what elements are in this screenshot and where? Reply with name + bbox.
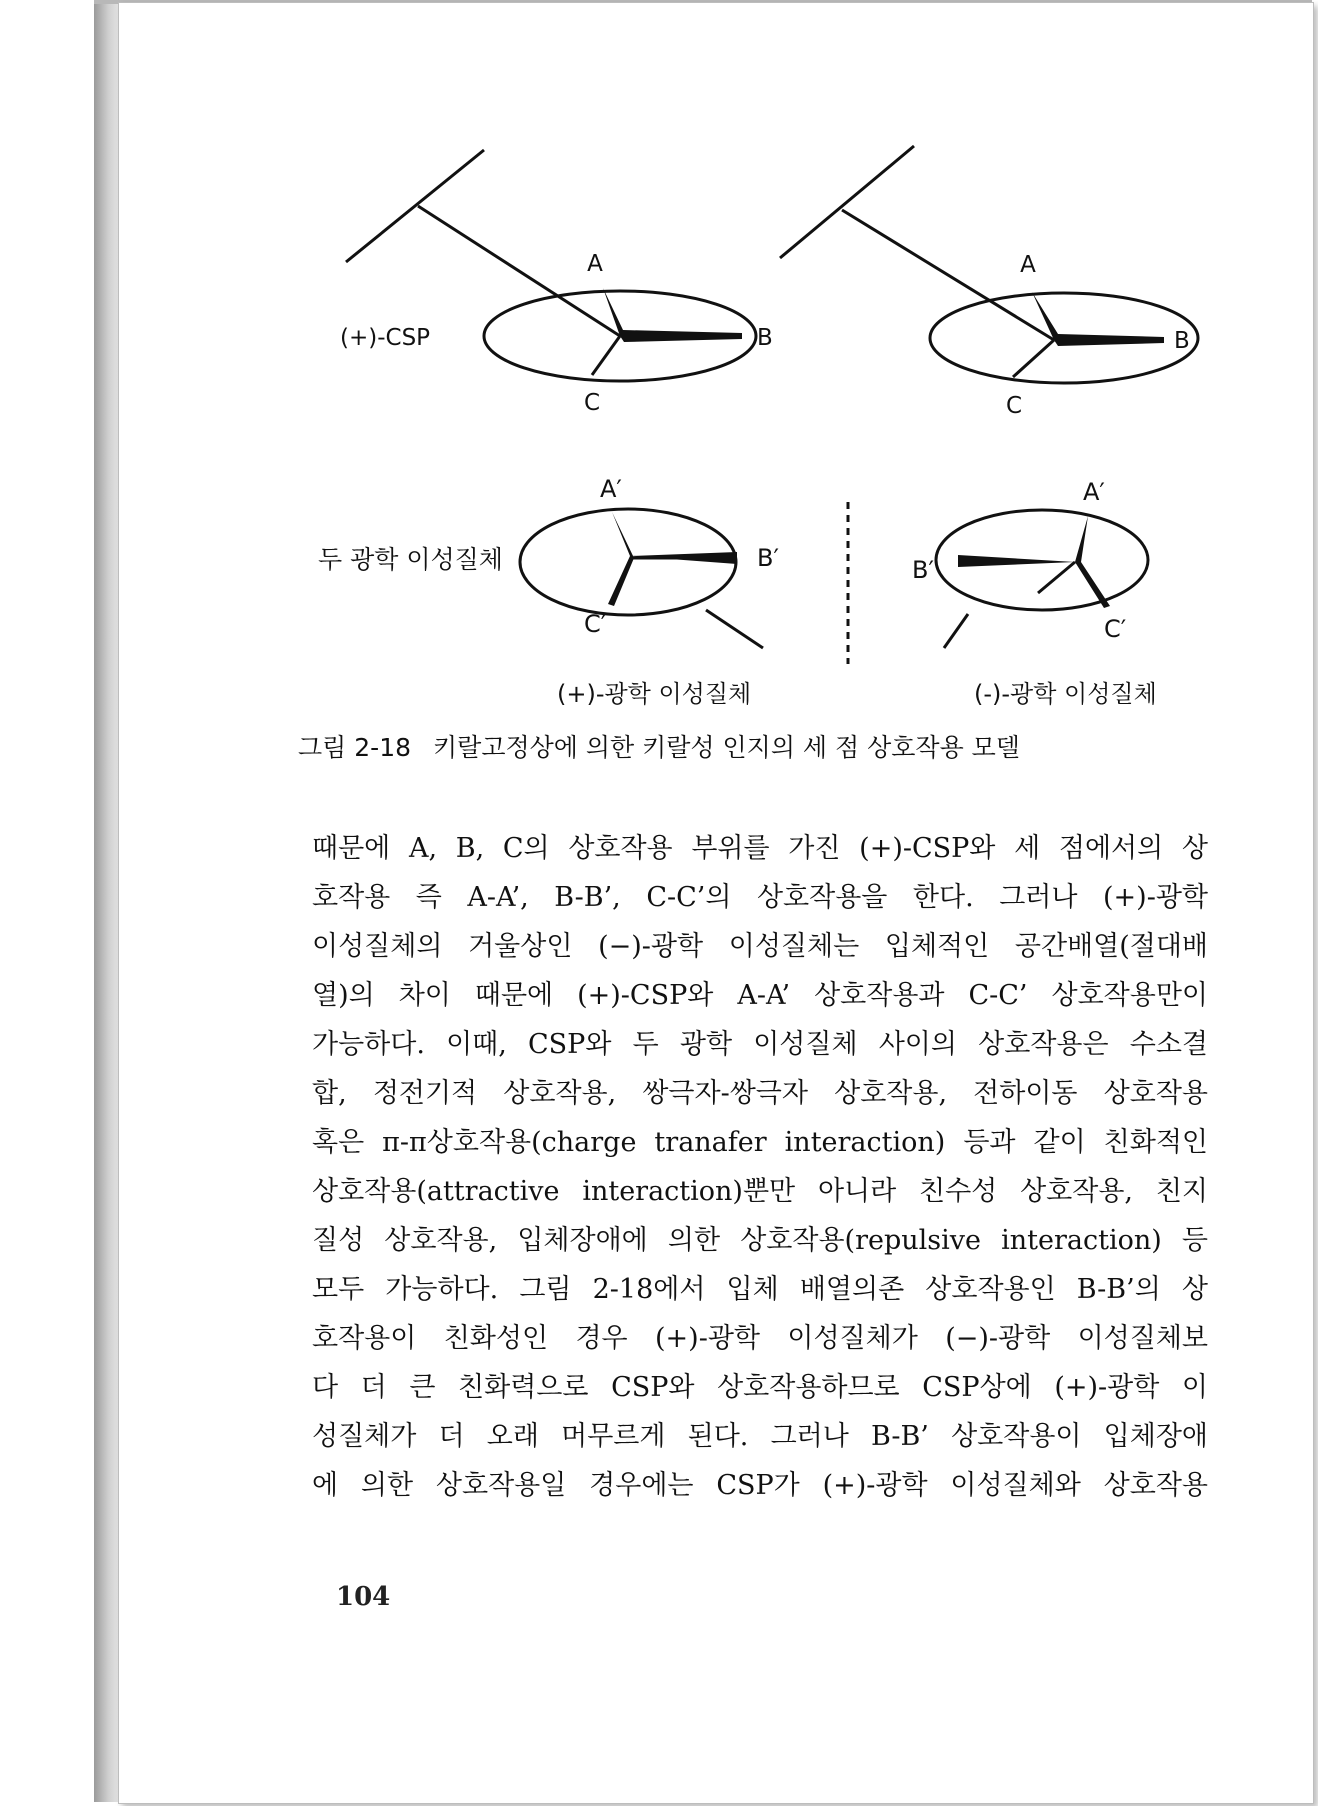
- site-b-label: B: [757, 325, 773, 351]
- plus-enantiomer-caption: (+)-광학 이성질체: [557, 680, 752, 708]
- site-c-prime-label: C′: [1104, 615, 1127, 643]
- site-c-label: C: [1006, 393, 1023, 419]
- site-b-prime-label: B′: [912, 556, 934, 584]
- site-a-prime-label: A′: [1083, 478, 1105, 506]
- support-stub-line: [706, 610, 763, 648]
- enantiomer-plus-model: [520, 509, 763, 648]
- support-stub-line: [944, 614, 968, 648]
- site-c-prime-label: C′: [584, 610, 607, 638]
- csp-model-right: [780, 146, 1198, 383]
- wedge-bonds: [603, 288, 742, 342]
- site-a-label: A: [1020, 252, 1036, 278]
- text-line: 성질체가 더 오래 머무르게 된다. 그러나 B-B’ 상호작용이 입체장애: [312, 1421, 1208, 1452]
- body-paragraph: [312, 824, 1208, 1510]
- text-line: 합, 정전기적 상호작용, 쌍극자-쌍극자 상호작용, 전하이동 상호작용: [312, 1078, 1208, 1109]
- text-line: 모두 가능하다. 그림 2-18에서 입체 배열의존 상호작용인 B-B’의 상: [312, 1274, 1208, 1305]
- site-c-label: C: [584, 390, 601, 416]
- three-point-interaction-figure: [0, 0, 1318, 720]
- figure-caption: [0, 728, 1318, 764]
- site-a-prime-label: A′: [600, 475, 622, 503]
- text-line: 호작용이 친화성인 경우 (+)-광학 이성질체가 (−)-광학 이성질체보: [312, 1323, 1208, 1354]
- figure-number: 그림 2-18: [298, 733, 412, 762]
- text-line: 에 의한 상호작용일 경우에는 CSP가 (+)-광학 이성질체와 상호작용: [312, 1470, 1208, 1501]
- text-line: 상호작용(attractive interaction)뿐만 아니라 친수성 상호작용, 친지: [312, 1176, 1208, 1207]
- text-line: 가능하다. 이때, CSP와 두 광학 이성질체 사이의 상호작용은 수소결: [312, 1029, 1208, 1060]
- enantiomer-side-label: 두 광학 이성질체: [318, 545, 503, 574]
- site-b-label: B: [1174, 328, 1190, 354]
- site-b-wedge: [958, 555, 1075, 567]
- text-line: 다 더 큰 친화력으로 CSP와 상호작용하므로 CSP상에 (+)-광학 이: [312, 1372, 1208, 1403]
- wedge-bonds: [608, 512, 634, 606]
- site-a-bond-line: [1038, 562, 1075, 593]
- text-line: 혹은 π-π상호작용(charge tranafer interaction) 등과 같이 친화적인: [312, 1127, 1208, 1158]
- text-line: 이성질체의 거울상인 (−)-광학 이성질체는 입체적인 공간배열(절대배: [312, 931, 1208, 962]
- page-number: 104: [336, 1582, 391, 1612]
- text-line: 호작용 즉 A-A’, B-B’, C-C’의 상호작용을 한다. 그러나 (+)-광학: [312, 882, 1208, 913]
- wedge-bonds: [1075, 516, 1110, 608]
- minus-enantiomer-caption: (-)-광학 이성질체: [974, 680, 1157, 708]
- text-line: 때문에 A, B, C의 상호작용 부위를 가진 (+)-CSP와 세 점에서의 상: [312, 833, 1208, 864]
- support-bar-line: [346, 150, 484, 262]
- text-line: 질성 상호작용, 입체장애에 의한 상호작용(repulsive interaction) 등: [312, 1225, 1208, 1256]
- site-a-label: A: [587, 251, 603, 277]
- site-c-bond-line: [1013, 340, 1054, 377]
- figure-caption-text: 키랄고정상에 의한 키랄성 인지의 세 점 상호작용 모델: [433, 733, 1020, 762]
- text-line: 열)의 차이 때문에 (+)-CSP와 A-A’ 상호작용과 C-C’ 상호작용만이: [312, 980, 1208, 1011]
- site-b-prime-label: B′: [757, 544, 779, 572]
- site-c-bond-line: [592, 336, 620, 375]
- csp-label: (+)-CSP: [340, 325, 431, 351]
